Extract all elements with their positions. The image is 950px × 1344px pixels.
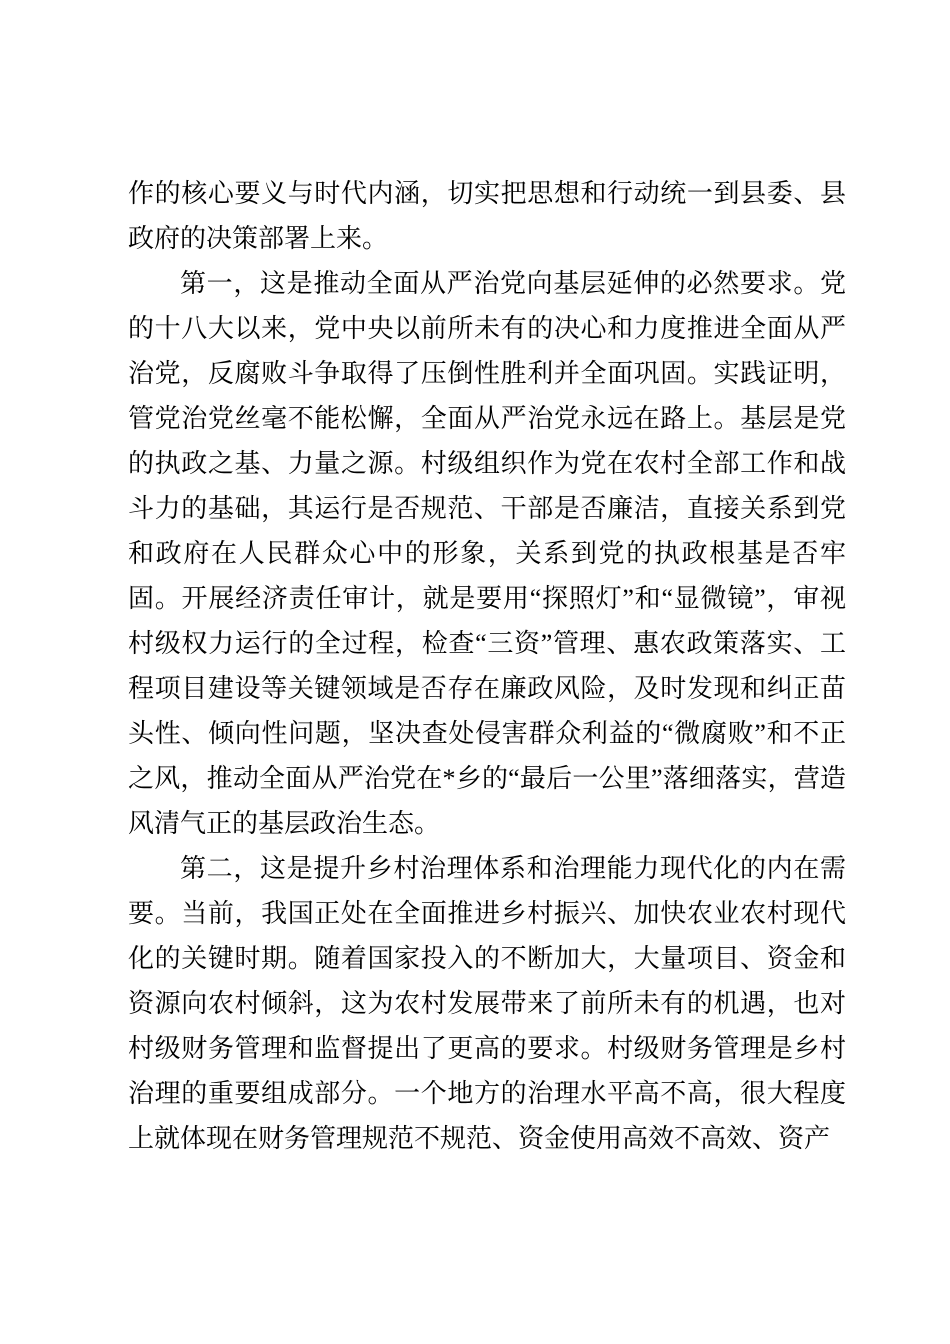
paragraph: 作的核心要义与时代内涵，切实把思想和行动统一到县委、县政府的决策部署上来。 <box>128 179 846 253</box>
paragraph: 第二，这是提升乡村治理体系和治理能力现代化的内在需要。当前，我国正处在全面推进乡村振兴、加快农业农村现代化的关键时期。随着国家投入的不断加大，大量项目、资金和资源向农村倾斜，这为农村发展带来了前所未有的机遇，也对村级财务管理和监督提出了更高的要求。村级财务管理是乡村治理的重要组成部分。一个地方的治理水平高不高，很大程度上就体现在财务管理规范不规范、资金使用高效不高效、资产 <box>128 854 846 1153</box>
paragraph: 第一，这是推动全面从严治党向基层延伸的必然要求。党的十八大以来，党中央以前所未有的决心和力度推进全面从严治党，反腐败斗争取得了压倒性胜利并全面巩固。实践证明，管党治党丝毫不能松懈，全面从严治党永远在路上。基层是党的执政之基、力量之源。村级组织作为党在农村全部工作和战斗力的基础，其运行是否规范、干部是否廉洁，直接关系到党和政府在人民群众心中的形象，关系到党的执政根基是否牢固。开展经济责任审计，就是要用“探照灯”和“显微镜”，审视村级权力运行的全过程，检查“三资”管理、惠农政策落实、工程项目建设等关键领域是否存在廉政风险，及时发现和纠正苗头性、倾向性问题，坚决查处侵害群众利益的“微腐败”和不正之风，推动全面从严治党在*乡的“最后一公里”落细落实，营造风清气正的基层政治生态。 <box>128 269 846 838</box>
document-body <box>128 171 846 1161</box>
